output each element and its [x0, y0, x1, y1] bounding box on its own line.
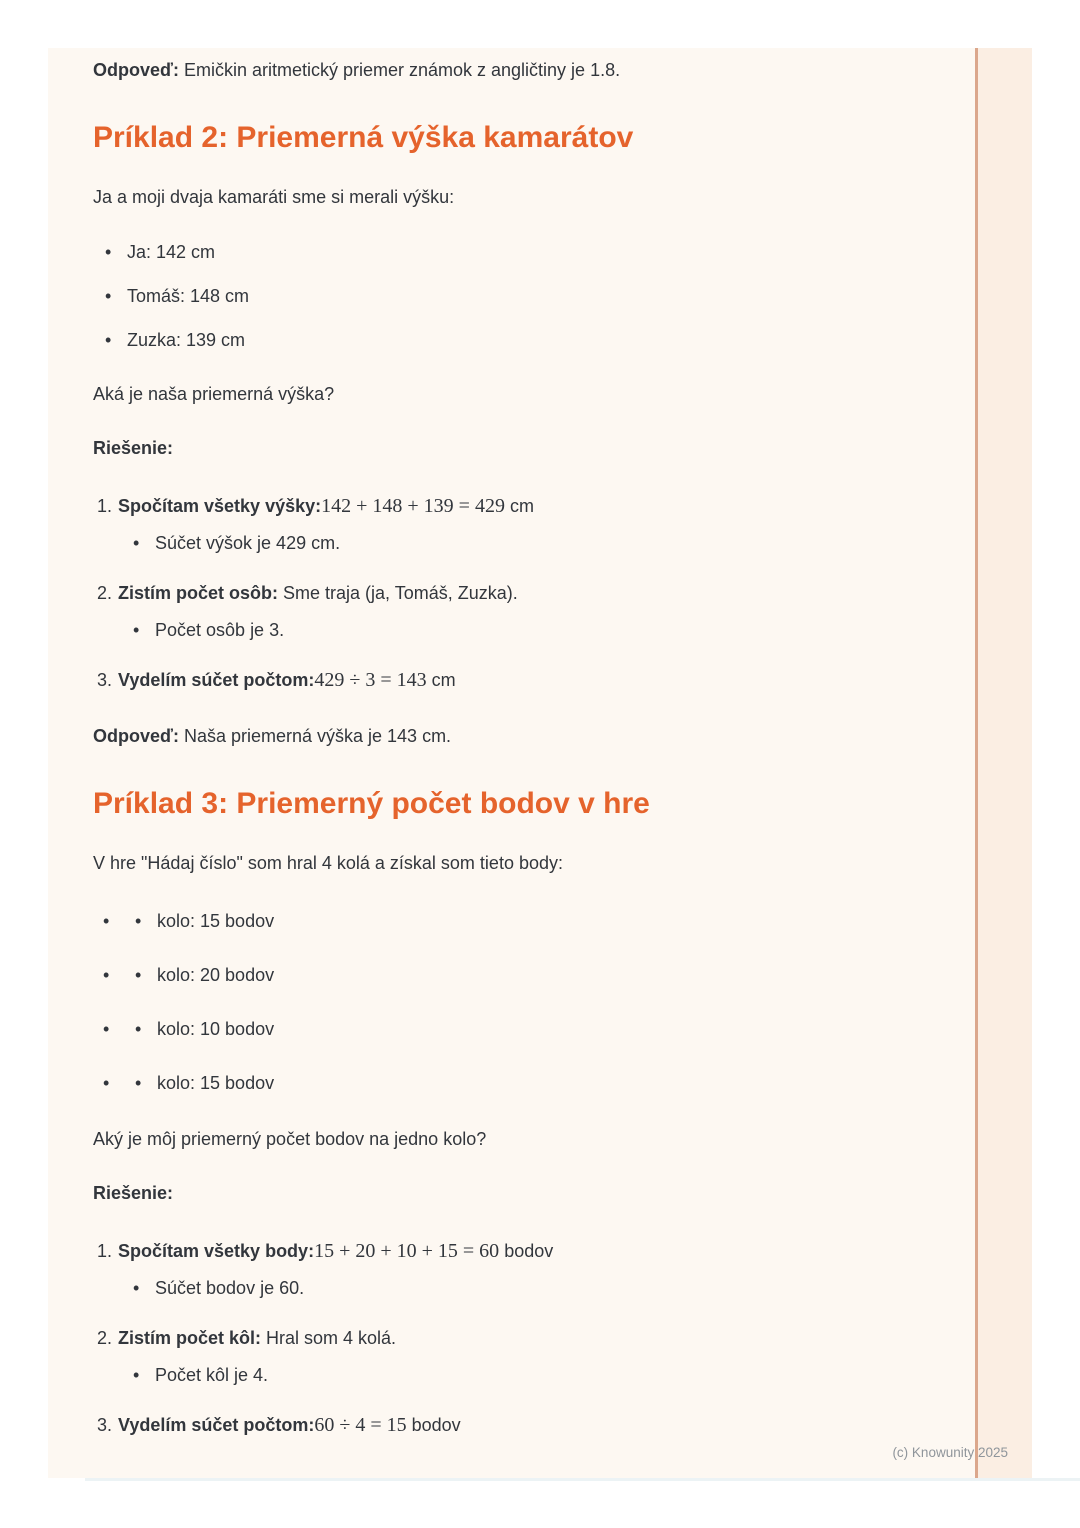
step-number: 1.: [97, 496, 113, 516]
list-item: [93, 239, 963, 266]
step-number: 1.: [97, 1241, 113, 1261]
step-line: [93, 667, 963, 694]
example2-steps: [93, 493, 963, 694]
step-line: [93, 493, 963, 520]
list-item: [93, 1070, 963, 1097]
step-item: [93, 667, 963, 694]
step-text: [118, 580, 518, 607]
example3-list: [93, 908, 963, 1097]
step-note-list: [93, 1362, 963, 1389]
step-math: 429 ÷ 3 = 143: [314, 669, 427, 691]
step-item: [93, 1412, 963, 1439]
step-text: [118, 1238, 553, 1265]
bullet-icon: •: [135, 1073, 142, 1093]
document-content: [48, 48, 963, 1439]
bullet-icon: •: [133, 533, 140, 553]
step-text: [118, 1412, 461, 1439]
note-text: Súčet výšok je 429 cm.: [155, 533, 341, 553]
step-plain: Sme traja (ja, Tomáš, Zuzka).: [278, 583, 518, 603]
note-text: Počet kôl je 4.: [155, 1365, 269, 1385]
step-line: [93, 580, 963, 607]
list-item-text: kolo: 20 bodov: [157, 965, 275, 985]
step-number: 2.: [97, 1328, 113, 1348]
bullet-icon: •: [105, 286, 112, 306]
step-note-list: [93, 617, 963, 644]
next-page-edge: [85, 1478, 1080, 1481]
bullet-icon: •: [105, 330, 112, 350]
step-note-list: [93, 1275, 963, 1302]
example2-heading: Príklad 2: Priemerná výška kamarátov: [93, 121, 634, 154]
step-text: [118, 1325, 396, 1352]
example2-list: [93, 239, 963, 354]
step-label: Spočítam všetky výšky:: [118, 496, 322, 516]
example3-heading: Príklad 3: Priemerný počet bodov v hre: [93, 787, 650, 820]
note-item: [93, 617, 963, 644]
list-item-text: Zuzka: 139 cm: [127, 330, 246, 350]
bullet-icon: •: [103, 911, 110, 931]
step-unit: cm: [426, 670, 456, 690]
step-item: [93, 1238, 963, 1302]
answer-paragraph: [93, 57, 963, 84]
example2-intro: Ja a moji dvaja kamaráti sme si merali výšku:: [93, 187, 455, 207]
step-item: [93, 1325, 963, 1389]
step-number: 3.: [97, 670, 113, 690]
bullet-icon: •: [105, 242, 112, 262]
bullet-icon: •: [133, 1365, 140, 1385]
list-item: [93, 908, 963, 935]
answer-label: Odpoveď:: [93, 726, 179, 746]
example3-steps: [93, 1238, 963, 1439]
step-item: [93, 493, 963, 557]
note-item: [93, 530, 963, 557]
bullet-icon: •: [135, 1019, 142, 1039]
step-line: [93, 1325, 963, 1352]
list-item: [93, 283, 963, 310]
step-text: [118, 493, 534, 520]
bullet-icon: •: [135, 965, 142, 985]
step-plain: Hral som 4 kolá.: [261, 1328, 397, 1348]
bullet-icon: •: [103, 1019, 110, 1039]
step-math: 60 ÷ 4 = 15: [314, 1414, 407, 1436]
step-unit: bodov: [406, 1415, 461, 1435]
list-item-text: kolo: 10 bodov: [157, 1019, 275, 1039]
step-math: 142 + 148 + 139 = 429: [321, 495, 505, 517]
step-math: 15 + 20 + 10 + 15 = 60: [314, 1240, 500, 1262]
example3-intro: V hre "Hádaj číslo" som hral 4 kolá a získal som tieto body:: [93, 853, 563, 873]
step-label: Spočítam všetky body:: [118, 1241, 315, 1261]
list-item: [93, 962, 963, 989]
example3-solution-label: [93, 1180, 963, 1207]
list-item: [93, 1016, 963, 1043]
example2-solution-label: [93, 435, 963, 462]
step-line: [93, 1238, 963, 1265]
decorative-margin-strip: [975, 48, 1032, 1478]
document-page: [48, 48, 1032, 1478]
note-text: Počet osôb je 3.: [155, 620, 285, 640]
bullet-icon: •: [103, 965, 110, 985]
bullet-icon: •: [103, 1073, 110, 1093]
note-text: Súčet bodov je 60.: [155, 1278, 305, 1298]
answer-text: Naša priemerná výška je 143 cm.: [178, 726, 452, 746]
note-item: [93, 1275, 963, 1302]
step-item: [93, 580, 963, 644]
example2-question: Aká je naša priemerná výška?: [93, 384, 335, 404]
note-item: [93, 1362, 963, 1389]
step-text: [118, 667, 456, 694]
list-item-text: kolo: 15 bodov: [157, 911, 275, 931]
step-label: Vydelím súčet počtom:: [118, 1415, 315, 1435]
step-line: [93, 1412, 963, 1439]
example3-question: Aký je môj priemerný počet bodov na jedno kolo?: [93, 1129, 487, 1149]
step-label: Zistím počet osôb:: [118, 583, 279, 603]
step-unit: bodov: [499, 1241, 554, 1261]
step-label: Zistím počet kôl:: [118, 1328, 262, 1348]
list-item-text: Ja: 142 cm: [127, 242, 216, 262]
list-item-text: Tomáš: 148 cm: [127, 286, 250, 306]
bullet-icon: •: [133, 1278, 140, 1298]
bullet-icon: •: [135, 911, 142, 931]
step-number: 3.: [97, 1415, 113, 1435]
answer-label: Odpoveď:: [93, 60, 179, 80]
step-unit: cm: [504, 496, 534, 516]
step-label: Vydelím súčet počtom:: [118, 670, 315, 690]
bullet-icon: •: [133, 620, 140, 640]
list-item: [93, 327, 963, 354]
solution-label: Riešenie:: [93, 438, 174, 458]
solution-label: Riešenie:: [93, 1183, 174, 1203]
step-number: 2.: [97, 583, 113, 603]
answer-text: Emičkin aritmetický priemer známok z angličtiny je 1.8.: [178, 60, 621, 80]
example2-answer: [93, 723, 963, 750]
list-item-text: kolo: 15 bodov: [157, 1073, 275, 1093]
step-note-list: [93, 530, 963, 557]
copyright-watermark: (c) Knowunity 2025: [892, 1445, 1008, 1460]
